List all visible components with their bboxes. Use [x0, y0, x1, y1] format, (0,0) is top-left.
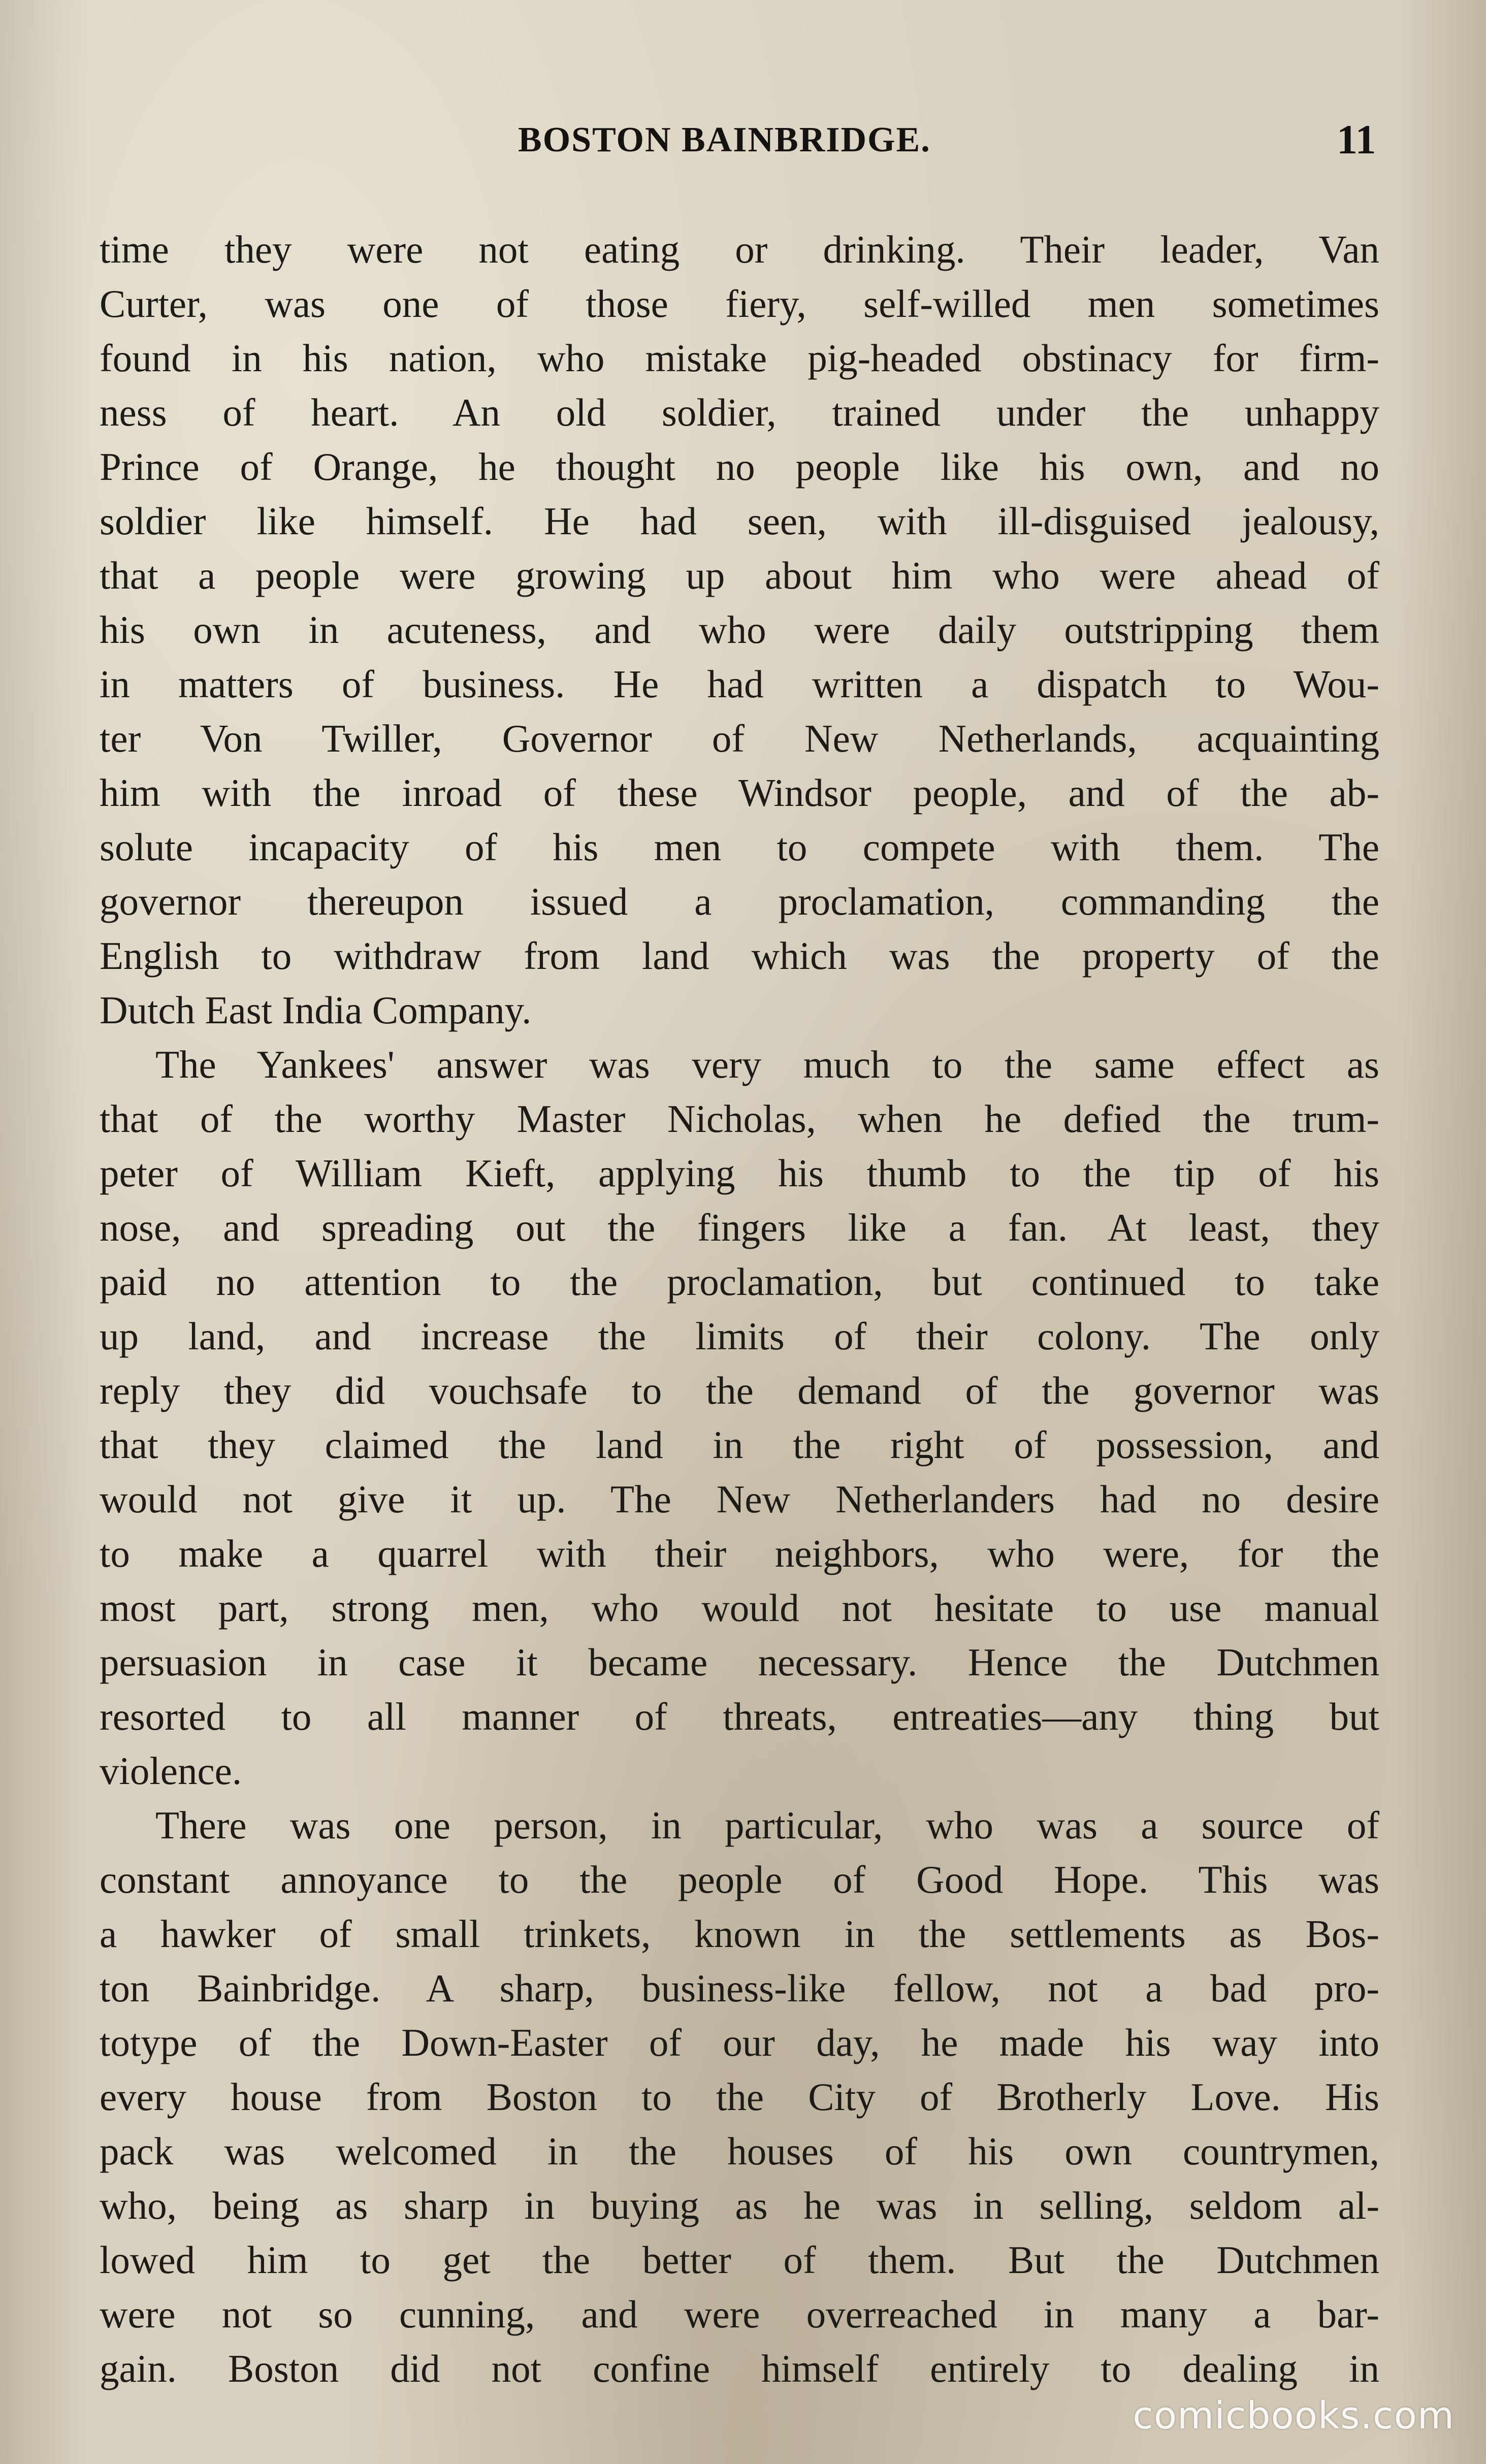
- text-line: violence.: [100, 1749, 242, 1793]
- text-line: up land, and increase the limits of their colony. The only: [100, 1314, 1379, 1358]
- text-line: soldier like himself. He had seen, with ill-disguised jealousy,: [100, 499, 1379, 543]
- text-line: that they claimed the land in the right of possession, and: [100, 1423, 1379, 1467]
- text-line: every house from Boston to the City of Brotherly Love. His: [100, 2075, 1379, 2119]
- text-line: pack was welcomed in the houses of his own countrymen,: [100, 2129, 1379, 2173]
- text-line: totype of the Down-Easter of our day, he made his way into: [100, 2021, 1379, 2064]
- text-line: constant annoyance to the people of Good Hope. This was: [100, 1858, 1379, 1901]
- text-line: paid no attention to the proclamation, but continued to take: [100, 1260, 1379, 1304]
- text-line: who, being as sharp in buying as he was in selling, seldom al-: [100, 2184, 1379, 2227]
- text-line: governor thereupon issued a proclamation, commanding the: [100, 880, 1379, 923]
- text-line: were not so cunning, and were overreached in many a bar-: [100, 2292, 1379, 2336]
- text-line: time they were not eating or drinking. Their leader, Van: [100, 228, 1379, 271]
- text-line: solute incapacity of his men to compete with them. The: [100, 825, 1379, 869]
- text-line: in matters of business. He had written a dispatch to Wou-: [100, 662, 1379, 706]
- text-line: ter Von Twiller, Governor of New Netherlands, acquainting: [100, 717, 1379, 760]
- text-line: that of the worthy Master Nicholas, when he defied the trum-: [100, 1097, 1379, 1141]
- text-line: ness of heart. An old soldier, trained under the unhappy: [100, 391, 1379, 434]
- text-line: most part, strong men, who would not hesitate to use manual: [100, 1586, 1379, 1630]
- text-line: his own in acuteness, and who were daily outstripping them: [100, 608, 1379, 652]
- text-line: lowed him to get the better of them. But the Dutchmen: [100, 2238, 1379, 2282]
- page-number: 11: [1337, 116, 1376, 163]
- paragraph-2: [100, 1038, 1379, 1798]
- text-line: gain. Boston did not confine himself entirely to dealing in: [100, 2347, 1379, 2390]
- text-line: resorted to all manner of threats, entreaties—any thing but: [100, 1695, 1379, 1738]
- text-line: Dutch East India Company.: [100, 988, 532, 1032]
- text-line: English to withdraw from land which was the property of the: [100, 934, 1379, 978]
- paragraph-3: [100, 1798, 1379, 2396]
- text-line: The Yankees' answer was very much to the same effect as: [155, 1043, 1379, 1086]
- text-line: that a people were growing up about him who were ahead of: [100, 554, 1379, 597]
- text-line: reply they did vouchsafe to the demand of the governor was: [100, 1369, 1379, 1412]
- text-line: found in his nation, who mistake pig-headed obstinacy for firm-: [100, 336, 1379, 380]
- running-title: BOSTON BAINBRIDGE.: [518, 120, 931, 159]
- watermark: comicbooks.com: [1133, 2394, 1455, 2438]
- text-line: peter of William Kieft, applying his thumb to the tip of his: [100, 1151, 1379, 1195]
- text-line: Curter, was one of those fiery, self-willed men sometimes: [100, 282, 1379, 326]
- text-line: would not give it up. The New Netherlanders had no desire: [100, 1477, 1379, 1521]
- text-line: There was one person, in particular, who was a source of: [155, 1803, 1379, 1847]
- text-line: him with the inroad of these Windsor people, and of the ab-: [100, 771, 1379, 815]
- text-line: Prince of Orange, he thought no people like his own, and no: [100, 445, 1379, 489]
- text-line: nose, and spreading out the fingers like a fan. At least, they: [100, 1206, 1379, 1249]
- text-line: persuasion in case it became necessary. Hence the Dutchmen: [100, 1640, 1379, 1684]
- text-line: to make a quarrel with their neighbors, who were, for the: [100, 1532, 1379, 1575]
- paragraph-1: [100, 222, 1379, 1038]
- page-body: [100, 222, 1379, 2396]
- text-line: ton Bainbridge. A sharp, business-like fellow, not a bad pro-: [100, 1966, 1379, 2010]
- text-line: a hawker of small trinkets, known in the settlements as Bos-: [100, 1912, 1379, 1956]
